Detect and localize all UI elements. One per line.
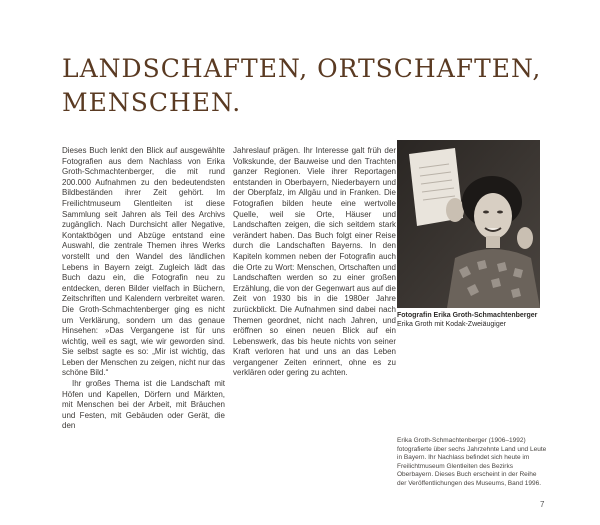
heading-line-2: MENSCHEN.	[62, 88, 242, 117]
sidebar-text: Erika Groth-Schmachtenberger (1906–1992) fotografierte über sechs Jahrzehnte Land und Leute in Bayern. Ihr Nachlass befindet sich heute im Freilichtmuseum Glentleiten des Bezirks Oberbayern. Dieses Buch erscheint in der Reihe der Veröffentlichungen des Museums, Band 1996.	[397, 437, 547, 487]
heading-line-1: LANDSCHAFTEN, ORTSCHAFTEN,	[62, 54, 542, 83]
portrait-photo	[397, 140, 540, 308]
page-heading	[62, 52, 562, 120]
paragraph: Jahreslauf prägen. Ihr Interesse galt früh der Volkskunde, der Bauweise und den Trachten ganzer Regionen. Viele ihrer Reportagen entstanden in Oberbayern, Niederbayern und der Oberpfalz, im Allgäu und in Franken. Die Fotografien bilden heute eine wertvolle Quelle, weil sie Orte, Häuser und Landschaften zeigen, die sich seitdem stark verändert haben. Das Buch folgt einer Reise durch die Landschaften Bayerns. In den Kapiteln kommen neben der Fotografin auch die Orte zu Wort: Menschen, Ortschaften und Landschaften werden so zu einer großen Erzählung, die von der Gegenwart aus auf die Zeit von 1930 bis in die 1980er Jahre zurückblickt. Die Aufnahmen sind dabei nach Themen geordnet, nicht nach Jahren, und eröffnen so einen neuen Blick auf ein Lebenswerk, das bis heute nichts von seiner Kraft verloren hat und uns an das Leben vergangener Zeiten erinnert, ohne es zu verklären oder gering zu achten.	[233, 146, 396, 378]
page-number: 7	[540, 500, 545, 509]
text-column-2	[233, 146, 396, 379]
photo-caption	[397, 311, 547, 329]
caption-line-1: Fotografin Erika Groth-Schmachtenberger	[397, 312, 538, 319]
sidebar-note	[397, 437, 547, 489]
caption-line-2: Erika Groth mit Kodak-Zweiäugiger	[397, 321, 506, 328]
paragraph: Ihr großes Thema ist die Landschaft mit Höfen und Kapellen, Dörfern und Märkten, mit Menschen bei der Arbeit, mit Bräuchen und Festen, mit Gebäuden oder Gerät, die den	[62, 379, 225, 431]
paragraph: Dieses Buch lenkt den Blick auf ausgewählte Fotografien aus dem Nachlass von Erika Groth-Schmachtenberger, die mit rund 200.000 Aufnahmen zu den bedeutendsten Bildbeständen ihrer Zeit gehört. Im Freilichtmuseum Glentleiten ist diese Sammlung seit Jahren als Teil des Archivs zugänglich. Nach Durchsicht aller Negative, Kontaktbögen und Abzüge entstand eine Auswahl, die zentrale Themen ihres Werks vorstellt und den Wandel des ländlichen Lebens in Bayern zeigt. Zugleich lädt das Buch dazu ein, die Fotografin neu zu entdecken, deren Bilder vielfach in Büchern, Zeitschriften und Kalendern verbreitet waren. Die Groth-Schmachtenberger ging es nicht um Verklärung, sondern um das genaue Hinsehen: »Das Vergangene ist für uns wichtig, weil es sagt, wie wir geworden sind. Sie selbst sagte es so: „Mir ist wichtig, das Leben der Menschen zu zeigen, nicht nur das schöne Bild.“	[62, 146, 225, 378]
text-column-1	[62, 146, 225, 432]
